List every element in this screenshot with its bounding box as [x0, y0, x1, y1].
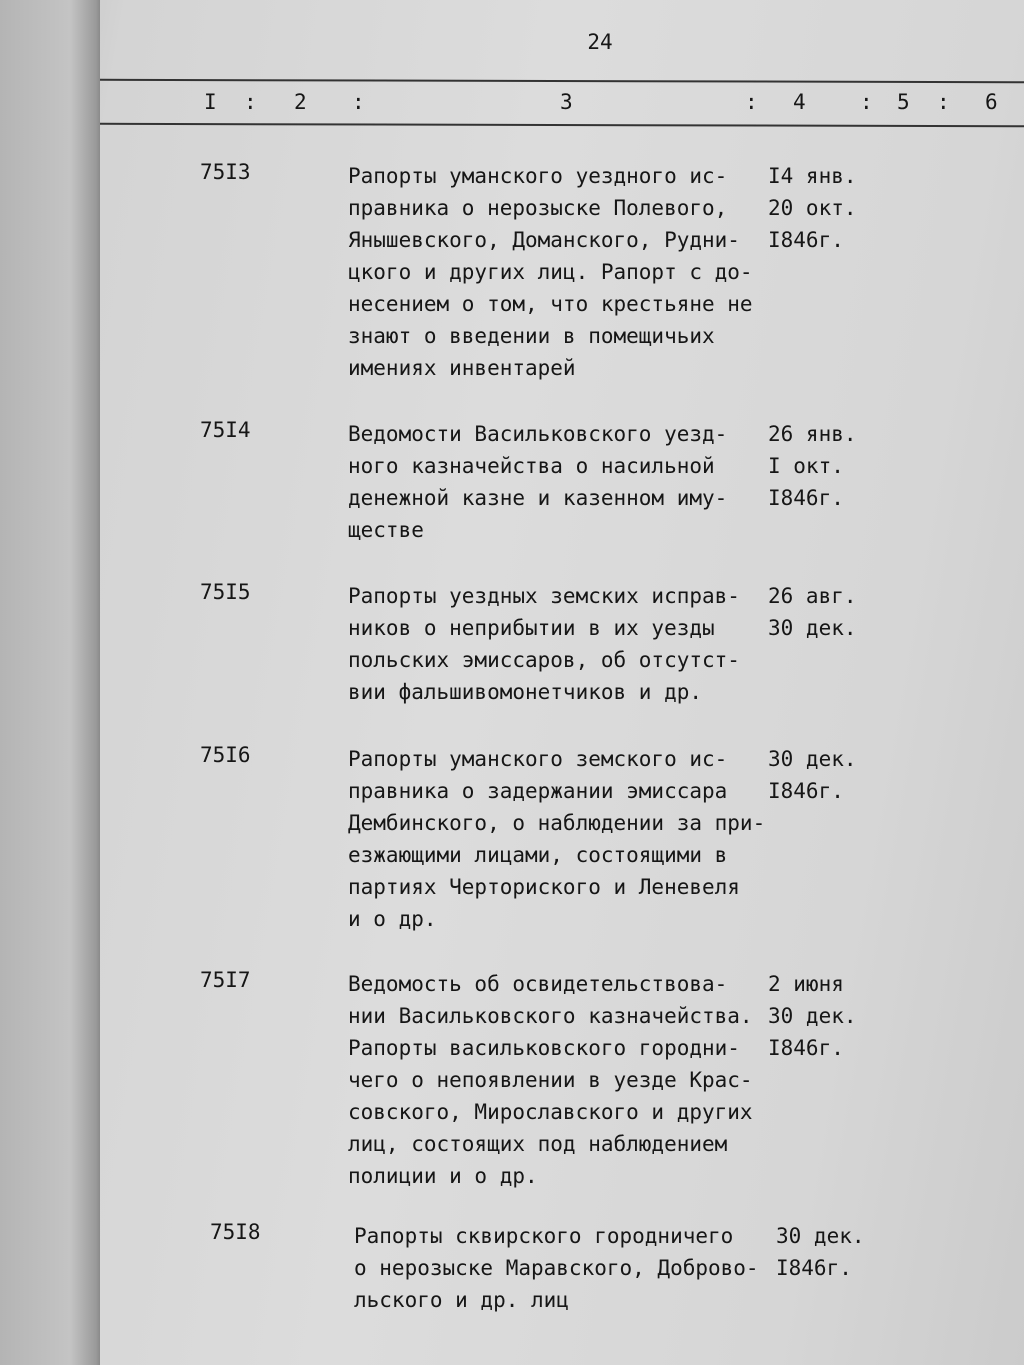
column-header-6: 6: [985, 90, 998, 114]
entry-number: 75I6: [200, 743, 251, 767]
description-line: ществе: [348, 518, 424, 542]
description-line: лиц, состоящих под наблюдением: [348, 1132, 728, 1156]
entry-description: [348, 968, 768, 1192]
entry-description: [354, 1220, 774, 1316]
date-line: 30 дек.: [768, 747, 857, 771]
column-header-4: 4: [793, 90, 806, 114]
description-line: несением о том, что крестьяне не: [348, 292, 753, 316]
description-line: цкого и других лиц. Рапорт с до-: [348, 260, 753, 284]
description-line: полиции и о др.: [348, 1164, 538, 1188]
entry-number: 75I8: [210, 1220, 261, 1244]
description-line: правника о нерозыске Полевого,: [348, 196, 728, 220]
description-line: ников о неприбытии в их уезды: [348, 616, 715, 640]
entry-number: 75I3: [200, 160, 251, 184]
description-line: Рапорты уманского уездного ис-: [348, 164, 728, 188]
description-line: денежной казне и казенном иму-: [348, 486, 728, 510]
column-separator: :: [937, 90, 950, 114]
description-line: Ведомости Васильковского уезд-: [348, 422, 728, 446]
date-line: I4 янв.: [768, 164, 857, 188]
entry-dates: [768, 580, 888, 644]
entry-number: 75I5: [200, 580, 251, 604]
column-header-1: I: [204, 90, 217, 114]
description-line: льского и др. лиц: [354, 1288, 569, 1312]
description-line: знают о введении в помещичьих: [348, 324, 715, 348]
column-header-row: [0, 90, 1024, 120]
description-line: вии фальшивомонетчиков и др.: [348, 680, 703, 704]
description-line: партиях Черториского и Леневеля: [348, 875, 740, 899]
description-line: чего о непоявлении в уезде Крас-: [348, 1068, 753, 1092]
description-line: совского, Мирославского и других: [348, 1100, 753, 1124]
column-header-3: 3: [560, 90, 573, 114]
description-line: езжающими лицами, состоящими в: [348, 843, 728, 867]
date-line: 26 авг.: [768, 584, 857, 608]
entry-description: [348, 580, 768, 708]
entry-dates: [768, 743, 888, 807]
header-bottom-rule: [100, 123, 1024, 127]
description-line: Рапорты уездных земских исправ-: [348, 584, 740, 608]
column-header-5: 5: [897, 90, 910, 114]
entry-description: [348, 743, 768, 935]
entry-dates: [768, 418, 888, 514]
date-line: 26 янв.: [768, 422, 857, 446]
entry-dates: [768, 160, 888, 256]
description-line: Ведомость об освидетельствова-: [348, 972, 728, 996]
date-line: 2 июня: [768, 972, 844, 996]
entry-number: 75I4: [200, 418, 251, 442]
description-line: правника о задержании эмиссара: [348, 779, 728, 803]
column-separator: :: [745, 90, 758, 114]
description-line: польских эмиссаров, об отсутст-: [348, 648, 740, 672]
date-line: 30 дек.: [768, 1004, 857, 1028]
description-line: о нерозыске Маравского, Доброво-: [354, 1256, 759, 1280]
description-line: Дембинского, о наблюдении за при-: [348, 811, 766, 835]
description-line: и о др.: [348, 907, 437, 931]
date-line: I846г.: [768, 1036, 844, 1060]
date-line: 30 дек.: [768, 616, 857, 640]
date-line: I846г.: [768, 779, 844, 803]
description-line: Рапорты васильковского городни-: [348, 1036, 740, 1060]
description-line: Рапорты сквирского городничего: [354, 1224, 734, 1248]
entry-dates: [768, 968, 888, 1064]
header-top-rule: [100, 79, 1024, 83]
column-separator: :: [352, 90, 365, 114]
date-line: 20 окт.: [768, 196, 857, 220]
entry-dates: [776, 1220, 896, 1284]
date-line: I окт.: [768, 454, 844, 478]
entry-description: [348, 160, 768, 384]
description-line: имениях инвентарей: [348, 356, 576, 380]
description-line: нии Васильковского казначейства.: [348, 1004, 753, 1028]
description-line: ного казначейства о насильной: [348, 454, 715, 478]
page-number: 24: [587, 30, 613, 54]
entry-description: [348, 418, 768, 546]
date-line: I846г.: [768, 228, 844, 252]
column-separator: :: [244, 90, 257, 114]
column-header-2: 2: [294, 90, 307, 114]
entry-number: 75I7: [200, 968, 251, 992]
date-line: I846г.: [776, 1256, 852, 1280]
description-line: Янышевского, Доманского, Рудни-: [348, 228, 740, 252]
previous-page-edge: [0, 0, 100, 1365]
date-line: I846г.: [768, 486, 844, 510]
column-separator: :: [860, 90, 873, 114]
date-line: 30 дек.: [776, 1224, 865, 1248]
description-line: Рапорты уманского земского ис-: [348, 747, 728, 771]
